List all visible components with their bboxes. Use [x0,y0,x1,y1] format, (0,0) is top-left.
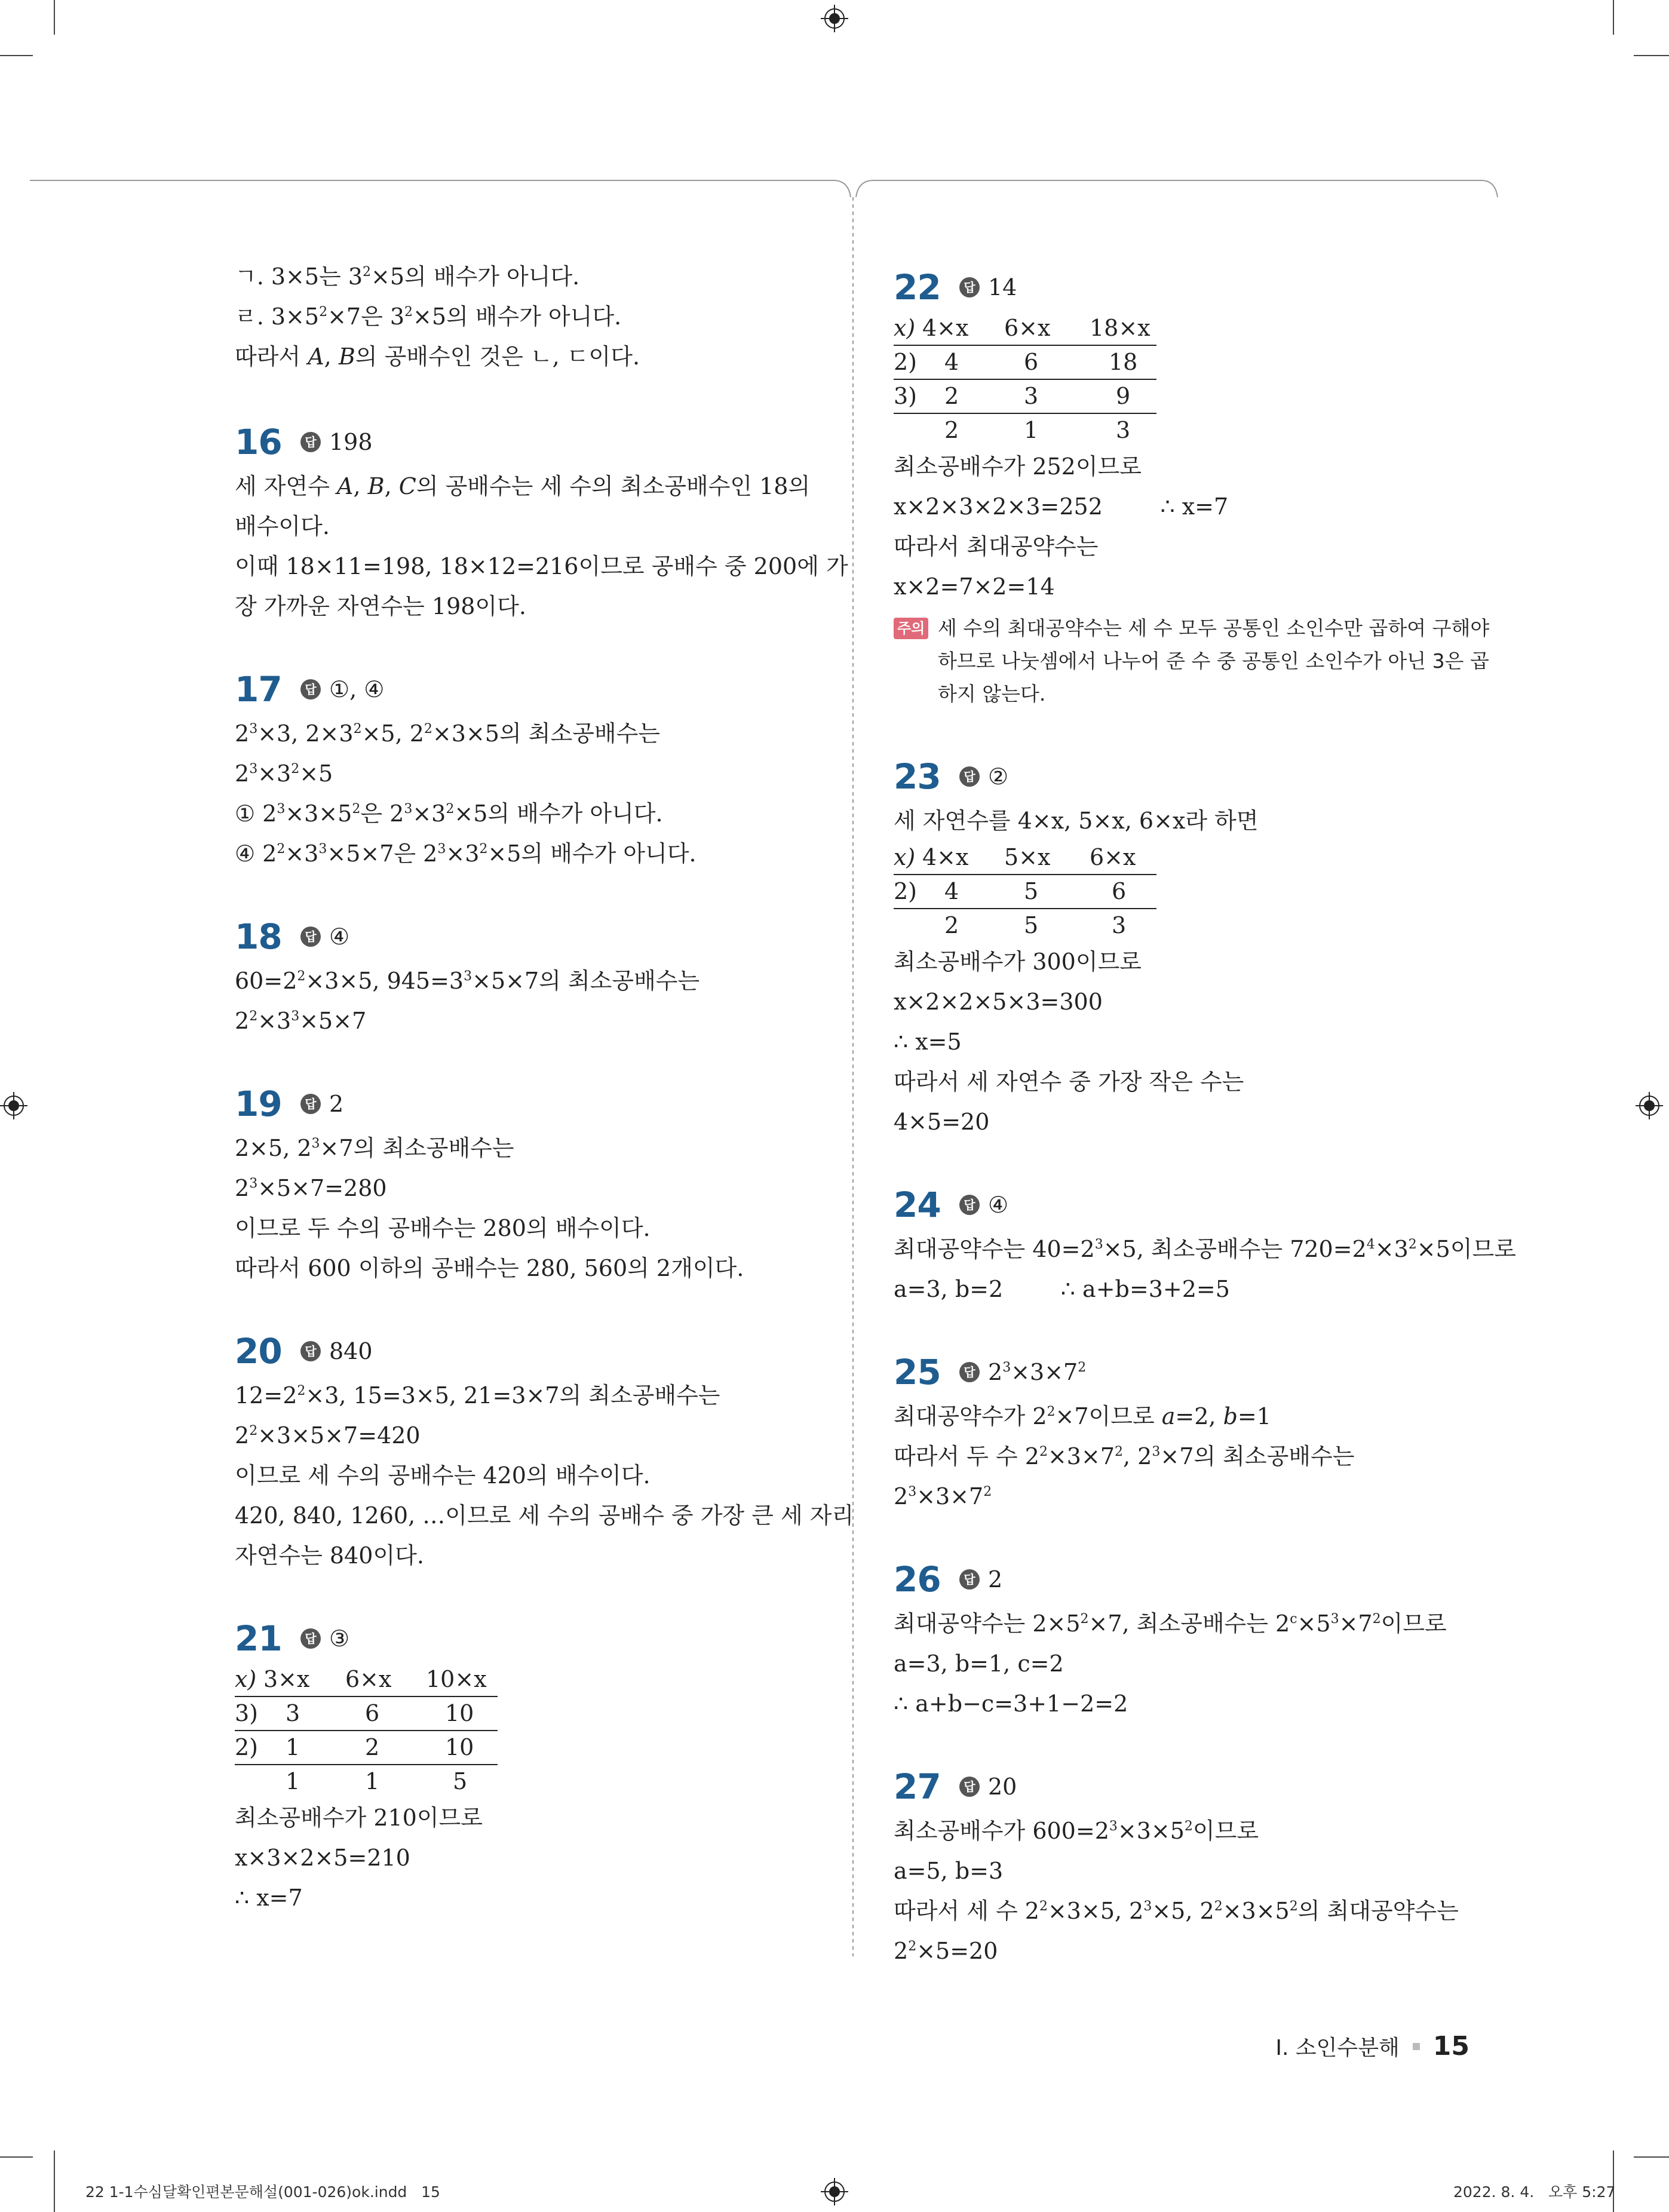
division-ladder [894,312,1156,447]
text-line: 이때 18×11=198, 18×12=216이므로 공배수 중 200에 가 [235,553,848,579]
answer-badge-icon: 답 [300,1628,321,1649]
division-row: 2) 4 5 6 [894,875,1156,909]
text-line: a=3, b=2 ∴ a+b=3+2=5 [894,1276,1230,1302]
text-line: 따라서 세 수 $2^2\times 3\times 5$, $2^3\times 5$, $2^2\times 3\times 5^2$의 최대공약수는 [894,1898,1459,1924]
division-row: 3) 3 6 10 [235,1697,498,1731]
text-line: 최소공배수가 300이므로 [894,949,1142,975]
answer: ② [988,763,1009,790]
print-slug-date: 2022. 8. 4. 오후 5:27 [1453,2183,1616,2201]
text-line: 따라서 600 이하의 공배수는 280, 560의 2개이다. [235,1255,744,1281]
text-line: 이므로 두 수의 공배수는 280의 배수이다. [235,1215,651,1241]
problem-header [894,1348,1491,1397]
problem-number: 19 [235,1084,282,1124]
answer-badge-icon: 답 [300,432,321,452]
text-line: $2^2\times 3\times 5\times 7=420$ [235,1422,421,1449]
problem-number: 26 [894,1559,941,1600]
text-line: $2^2\times 3^3\times 5\times 7$ [235,1008,367,1034]
text-line: $60=2^2\times 3\times 5$, $945=3^3\times 5\times 7$의 최소공배수는 [235,968,700,994]
problem-header [235,912,820,961]
text-line: 2×5, $2^3\times 7$의 최소공배수는 [235,1135,514,1161]
problem-header [894,1555,1491,1604]
note-line: 하지 않는다. [938,682,1046,705]
problem-number: 25 [894,1352,941,1392]
text-line: 4×5=20 [894,1109,990,1135]
right-column [894,263,1516,1971]
answer-badge-icon: 답 [300,1341,321,1361]
answer-badge-icon: 답 [300,1094,321,1114]
text-line: $2^3\times 5\times 7=280$ [235,1175,387,1201]
text-line: a=5, b=3 [894,1858,1004,1884]
text-line: ∴ x=5 [894,1029,962,1055]
answer-badge-icon: 답 [959,1362,980,1382]
text-line: ④ $2^2\times 3^3\times 5\times 7$은 $2^3\times 3^2\times 5$의 배수가 아니다. [235,840,697,867]
text-line: ∴ a+b−c=3+1−2=2 [894,1691,1128,1717]
left-column [235,257,854,1918]
answer: $2^3\times 3\times 7^2$ [988,1359,1087,1385]
answer-badge-icon: 답 [300,679,321,700]
problem-header [235,418,820,467]
division-ladder [894,841,1156,942]
text-line: 최소공배수가 $600=2^3\times 3\times 5^2$이므로 [894,1818,1259,1844]
problem-header [894,1762,1491,1811]
division-row: 1 1 5 [286,1768,468,1794]
text-line: 최대공약수는 $40=2^3\times 5$, 최소공배수는 $720=2^4\times 3^2\times 5$이므로 [894,1236,1516,1262]
text-line: 따라서 세 자연수 중 가장 작은 수는 [894,1069,1244,1095]
problem-header [894,263,1491,312]
text-line: 최대공약수가 $2^2\times 7$이므로 a=2, b=1 [894,1403,1271,1429]
problem-number: 27 [894,1766,941,1807]
division-row: 2) 1 2 10 [235,1731,498,1765]
note-line: 하므로 나눗셈에서 나누어 준 수 중 공통인 소인수가 아닌 3은 곱 [938,649,1489,673]
crop-mark [54,2150,55,2212]
problem-number: 18 [235,916,282,957]
chapter-title: I. 소인수분해 [1275,2036,1400,2060]
problem-header [235,1614,820,1663]
text-line: 장 가까운 자연수는 198이다. [235,593,526,619]
text-line: 420, 840, 1260, …이므로 세 수의 공배수 중 가장 큰 세 자리 [235,1502,854,1529]
separator-square-icon [1413,2043,1420,2050]
problem-number: 23 [894,756,941,797]
text-line: 최소공배수가 210이므로 [235,1805,483,1831]
text-line: ㄹ. $3\times 5^2\times 7$은 $3^2\times 5$의 배수가 아니다. [235,303,622,330]
text-line: $2^3\times 3^2\times 5$ [235,760,333,787]
text-line: 이므로 세 수의 공배수는 420의 배수이다. [235,1462,651,1489]
division-row: 2 5 3 [944,912,1127,938]
answer: 840 [329,1338,373,1364]
text-line: 따라서 A, B의 공배수인 것은 ㄴ, ㄷ이다. [235,343,640,370]
answer: ①, ④ [329,676,385,702]
page-footer [1275,2031,1469,2061]
problem-header [235,1079,820,1128]
answer: ④ [988,1192,1009,1218]
text-line: 최대공약수는 $2\times 5^2\times 7$, 최소공배수는 $2^c\times 5^3\times 7^2$이므로 [894,1610,1447,1637]
answer: 20 [988,1774,1017,1800]
division-row: x) 4×x 6×x 18×x [894,312,1156,346]
division-row: 2) 4 6 18 [894,346,1156,380]
problem-header [235,1327,820,1376]
registration-mark-icon [821,2178,848,2205]
text-line: 따라서 최대공약수는 [894,533,1099,560]
division-row: x) 3×x 6×x 10×x [235,1663,498,1697]
text-line: 따라서 두 수 $2^2\times 3\times 7^2$, $2^3\times 7$의 최소공배수는 [894,1443,1355,1469]
answer-badge-icon: 답 [959,1777,980,1797]
note-line: 세 수의 최대공약수는 세 수 모두 공통인 소인수만 곱하여 구해야 [938,616,1490,640]
text-line: $12=2^2\times 3$, 15=3×5, 21=3×7의 최소공배수는 [235,1382,720,1409]
problem-header [235,665,820,714]
caution-note [894,612,1491,710]
text-line: 배수이다. [235,513,330,539]
problem-number: 22 [894,267,941,308]
print-slug-file: 22 1-1수심달확인편본문해설(001-026)ok.indd 15 [85,2183,440,2201]
problem-header [894,752,1491,801]
problem-header [894,1180,1491,1229]
division-row: x) 4×x 5×x 6×x [894,841,1156,875]
problem-number: 24 [894,1185,941,1225]
answer: 14 [988,274,1017,300]
answer-badge-icon: 답 [300,926,321,947]
problem-number: 17 [235,669,282,710]
text-line: 자연수는 840이다. [235,1542,424,1569]
text-line: x×2×3×2×3=252 ∴ x=7 [894,493,1229,520]
problem-number: 16 [235,422,282,462]
answer-badge-icon: 답 [959,1569,980,1590]
text-line: ㄱ. 3×5는 $3^2\times 5$의 배수가 아니다. [235,263,580,290]
text-line: x×2×2×5×3=300 [894,989,1103,1015]
division-row: 3) 2 3 9 [894,380,1156,414]
answer-badge-icon: 답 [959,1195,980,1215]
text-line: 세 자연수를 4×x, 5×x, 6×x라 하면 [894,808,1259,834]
text-line: 세 자연수 A, B, C의 공배수는 세 수의 최소공배수인 18의 [235,473,811,499]
text-line: a=3, b=1, c=2 [894,1650,1064,1677]
answer: 198 [329,429,373,455]
text-line: x×2=7×2=14 [894,573,1055,600]
problem-number: 21 [235,1618,282,1659]
answer: 2 [988,1566,1003,1593]
text-line: 최소공배수가 252이므로 [894,453,1142,480]
problem-number: 20 [235,1331,282,1372]
answer: ③ [329,1625,350,1652]
division-ladder [235,1663,498,1798]
crop-mark [1634,2156,1669,2158]
answer-badge-icon: 답 [959,766,980,787]
text-line: $2^3\times 3\times 7^2$ [894,1483,992,1510]
division-row: 2 1 3 [944,417,1131,443]
page-number: 15 [1432,2031,1469,2061]
answer-badge-icon: 답 [959,277,980,297]
text-line: ① $2^3\times 3\times 5^2$은 $2^3\times 3^2\times 5$의 배수가 아니다. [235,800,663,827]
text-line: $2^2\times 5=20$ [894,1938,998,1964]
crop-mark [0,2156,33,2158]
caution-tag: 주의 [894,618,928,639]
answer: ④ [329,924,350,950]
text-line: ∴ x=7 [235,1885,303,1911]
answer: 2 [329,1091,344,1117]
text-line: $2^3\times 3$, $2\times 3^2\times 5$, $2^2\times 3\times 5$의 최소공배수는 [235,720,660,747]
text-line: x×3×2×5=210 [235,1845,410,1871]
